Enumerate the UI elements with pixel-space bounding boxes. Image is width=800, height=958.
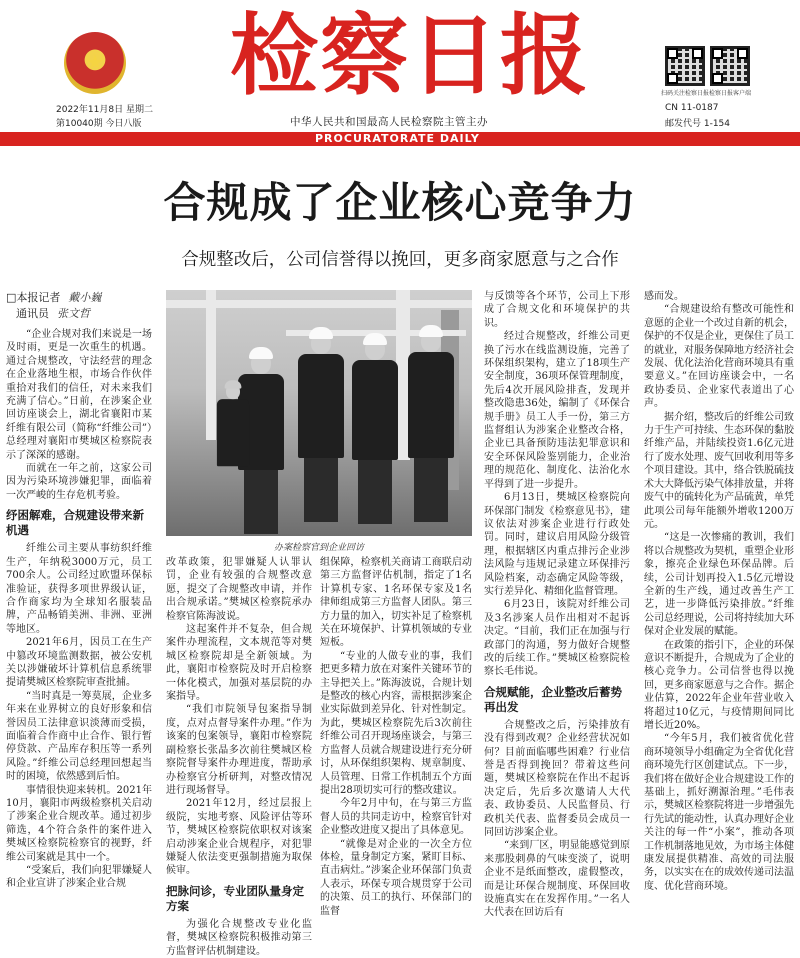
qr-caption: 扫码关注检察日报: [661, 90, 710, 97]
column-1: [6, 290, 152, 950]
qr-code-icon[interactable]: [665, 46, 705, 86]
paragraph: 纤维公司主要从事纺织纤维生产，年纳税3000万元，员工700余人。公司经过欧盟环保标准验证，获得多项世界级认证，合作商家均为全球知名服装品牌，产品畅销美洲、非洲、亚洲等地区。: [6, 543, 152, 635]
paragraph: “我们市院领导包案指导制度，点对点督导案件办理。”作为该案的包案领导，襄阳市检察院副检察长张晶多次前往樊城区检察院督导案件办理进度，帮助承办检察官分析研判，对整改情况进行现场督导。: [166, 704, 312, 796]
procuratorate-emblem-icon: ★: [64, 32, 126, 94]
paragraph: “合规建设给有整改可能性和意愿的企业一个改过自新的机会，保护的不仅是企业，更保住了员工的就业，对服务保障地方经济社会发展、优化法治化营商环境具有重要意义。”在回访座谈会中，一名政协委员、企业家代表道出了心声。: [644, 304, 794, 410]
postal-code: 邮发代号 1-154: [665, 119, 731, 129]
paragraph: 合规整改之后，污染排放有没有得到改观？企业经营状况如何？目前面临哪些困难？行业信誉是否得到挽回？带着这些问题，樊城区检察院在作出不起诉决定后，先后多次邀请人大代表、政协委员、人民监督员、行政机关代表、监督委员会成员一同回访涉案企业。: [484, 719, 630, 839]
paragraph: “专业的人做专业的事，我们把更多精力放在对案件关键环节的主导把关上。”陈海波说，合规计划是整改的核心内容，需根据涉案企业实际做到差异化、针对性制定。为此，樊城区检察院先后3次前往纤维公司召开现场座谈会，与第三方监督人员就合规建设进行充分研讨，从环保组织架构、规章制度、人员管理、日常工作机制五个方面提出28项切实可行的整改建议。: [320, 650, 472, 796]
masthead-title: [230, 2, 590, 108]
paragraph: 组保障，检察机关商请工商联启动第三方监督评估机制，指定了1名计算机专家、1名环保专家及1名律师组成第三方监督人团队。第三方力量的加入，切实补足了检察机关在环境保护、计算机领域的专业短板。: [320, 557, 472, 649]
section-heading: 合规赋能，企业整改后蓄势再出发: [484, 684, 622, 714]
date-line: 2022年11月8日 星期二: [56, 105, 153, 115]
qr-caption: 检察日报客户端: [708, 90, 751, 97]
paragraph: 2021年12月，经过层报上级院，实地考察、风险评估等环节，樊城区检察院依职权对该案启动涉案企业合规程序，对犯罪嫌疑人依法变更强制措施为取保候审。: [166, 798, 312, 877]
masthead-char: 察: [320, 3, 411, 107]
subheadline: 合规整改后，公司信誉得以挽回，更多商家愿意与之合作: [181, 250, 619, 270]
byline-entry: 通讯员 张文哲: [16, 307, 90, 320]
masthead-char: 报: [500, 3, 591, 107]
column-3: [320, 556, 472, 950]
paragraph: “今年5月，我们被省优化营商环境领导小组确定为全省优化营商环境先行区创建试点。下一步，我们将在做好企业合规建设工作的基础上，抓好溯源治理。”毛伟表示，樊城区检察院将进一步增强先行先试的能动性，认真办理好企业关注的每一件“小案”，推动各项工作机制落地见效，为市场主体健康发展提供精准、高效的司法服务，以实实在在的成效传递司法温度、优化营商环境。: [644, 733, 794, 892]
paragraph: 改革政策，犯罪嫌疑人认罪认罚，企业有较强的合规整改意愿，提交了合规整改申请，并作出合规承诺。”樊城区检察院承办检察官陈海波说。: [166, 557, 312, 622]
paragraph: “企业合规对我们来说是一场及时雨，更是一次重生的机遇。通过合规整改，守法经营的理念在企业落地生根，市场合作伙伴重拾对我们的信任，对未来我们充满了信心。”日前，在涉案企业回访座谈会上，湖北省襄阳市某纤维有限公司（简称“纤维公司”）总经理对襄阳市樊城区检察院表示了深深的感谢。: [6, 329, 152, 461]
paragraph: 据介绍，整改后的纤维公司致力于生产可持续、生态环保的黏胶纤维产品，并陆续投资1.6亿元进行了废水处理、废气回收利用等多个项目建设。其中，络合铁脱硫技术大大降低污染气体排放量，并将废气中的硫转化为产品硫黄，单凭此项公司每年能额外增收1200万元。: [644, 411, 794, 530]
paragraph: 经过合规整改，纤维公司更换了污水在线监测设施，完善了环保组织架构，建立了18项生产安全制度，36项环保管理制度，先后4次开展风险排查，发现并整改隐患36处，编制了《环保合规手册》员工人手一份，第三方监督组认为涉案企业整改合格，企业已具备预防违法犯罪意识和安全环保风险鉴别能力，企业治理的规范化、制度化、法治化水平得到了进一步提升。: [484, 331, 630, 490]
paragraph: “来到厂区，明显能感觉到原来那股刺鼻的气味变淡了，说明企业不是纸面整改，虚假整改，而是让环保合规制度、环保回收设施真实在在发挥作用。”一名人大代表在回访后有: [484, 840, 630, 919]
paragraph: 而就在一年之前，这家公司因为污染环境涉嫌犯罪，面临着一次严峻的生存危机考验。: [6, 463, 152, 501]
paragraph: 为强化合规整改专业化监督，樊城区检察院积极推动第三方监督评估机制建设。: [166, 918, 312, 957]
column-2: [166, 556, 312, 957]
byline: [6, 290, 152, 322]
masthead-char: 日: [410, 3, 501, 107]
paragraph: 今年2月中旬，在与第三方监督人员的共同走访中，检察官针对企业整改进度又提出了具体意见。: [320, 798, 472, 837]
paragraph: “就像是对企业的一次全方位体检，量身制定方案，紧盯目标、直击病灶。”涉案企业环保部门负责人表示，环保专项合规贯穿于公司的决策、员工的执行、环保部门的监督: [320, 838, 472, 917]
sponsor-line: 中华人民共和国最高人民检察院主管主办: [290, 116, 488, 128]
section-heading: 把脉问诊，专业团队量身定方案: [166, 883, 304, 913]
paragraph: 2021年6月，因员工在生产中篡改环境监测数据，被公安机关以涉嫌破坏计算机信息系统罪提请樊城区检察院审查批捕。: [6, 637, 152, 689]
paragraph: “受案后，我们向犯罪嫌疑人和企业宣讲了涉案企业合规: [6, 865, 152, 890]
paragraph: 事情很快迎来转机。2021年10月，襄阳市两级检察机关启动了涉案企业合规改革。通过初步筛选，4个符合条件的案件进入樊城区检察院检察官的视野，纤维公司案就是其中一个。: [6, 784, 152, 863]
masthead-char: 检: [230, 3, 321, 107]
paragraph: 这起案件并不复杂，但合规案件办理流程，文本规范等对樊城区检察院却是全新领域。为此，襄阳市检察院及时开启检察一体化模式，加强对基层院的办案指导。: [166, 624, 312, 703]
column-4: [484, 290, 630, 950]
cn-number: CN 11-0187: [665, 103, 719, 113]
english-name: PROCURATORATE DAILY: [315, 132, 480, 145]
paragraph: 在政策的指引下，企业的环保意识不断提升，合规成为了企业的核心竞争力。公司信誉也得以挽回，更多商家愿意与之合作。据企业估算，2022年企业年营业收入将超过10亿元，与疫情期间同比增长近20%。: [644, 639, 794, 731]
photo-caption: 办案检察官到企业回访: [273, 543, 364, 553]
section-heading: 纾困解难，合规建设带来新机遇: [6, 508, 144, 538]
column-5: [644, 290, 794, 950]
paragraph: 感而发。: [644, 291, 684, 302]
issue-line: 第10040期 今日八版: [56, 119, 142, 129]
paragraph: 与反馈等各个环节，公司上下形成了合规文化和环境保护的共识。: [484, 291, 630, 329]
byline-entry: □本报记者 戴小巍: [6, 291, 102, 304]
headline: 合规成了企业核心竞争力: [163, 178, 637, 227]
paragraph: “这是一次惨痛的教训，我们将以合规整改为契机，重塑企业形象，擦亮企业绿色环保品牌。后续，公司计划再投入1.5亿元增设全新的生产线，通过改善生产工艺，进一步降低污染排放。”纤维公司总经理说，公司将持续加大环保对企业发展的赋能。: [644, 532, 794, 638]
paragraph: 6月13日，樊城区检察院向环保部门制发《检察意见书》，建议依法对涉案企业进行行政处罚。同时，建议启用风险分级管理，根据辖区内重点排污企业涉法风险与违规记录建立环保排污风险档案，动态确定风险等级，实行差异化、精细化监督管理。: [484, 492, 630, 597]
qr-code-icon[interactable]: [710, 46, 750, 86]
paragraph: 6月23日，该院对纤维公司及3名涉案人员作出相对不起诉决定。“目前，我们正在加强与行政部门的沟通，努力做好合规整改的后续工作。”樊城区检察院检察长毛伟说。: [484, 599, 630, 678]
news-photo: [166, 290, 472, 536]
paragraph: “当时真是一筹莫展，企业多年来在业界树立的良好形象和信誉因员工法律意识淡薄而受损，面临着合作商中止合作、银行暂停贷款、产品库存积压等一系列风险。”纤维公司总经理回想起当时的困境，依然感到后怕。: [6, 690, 152, 783]
